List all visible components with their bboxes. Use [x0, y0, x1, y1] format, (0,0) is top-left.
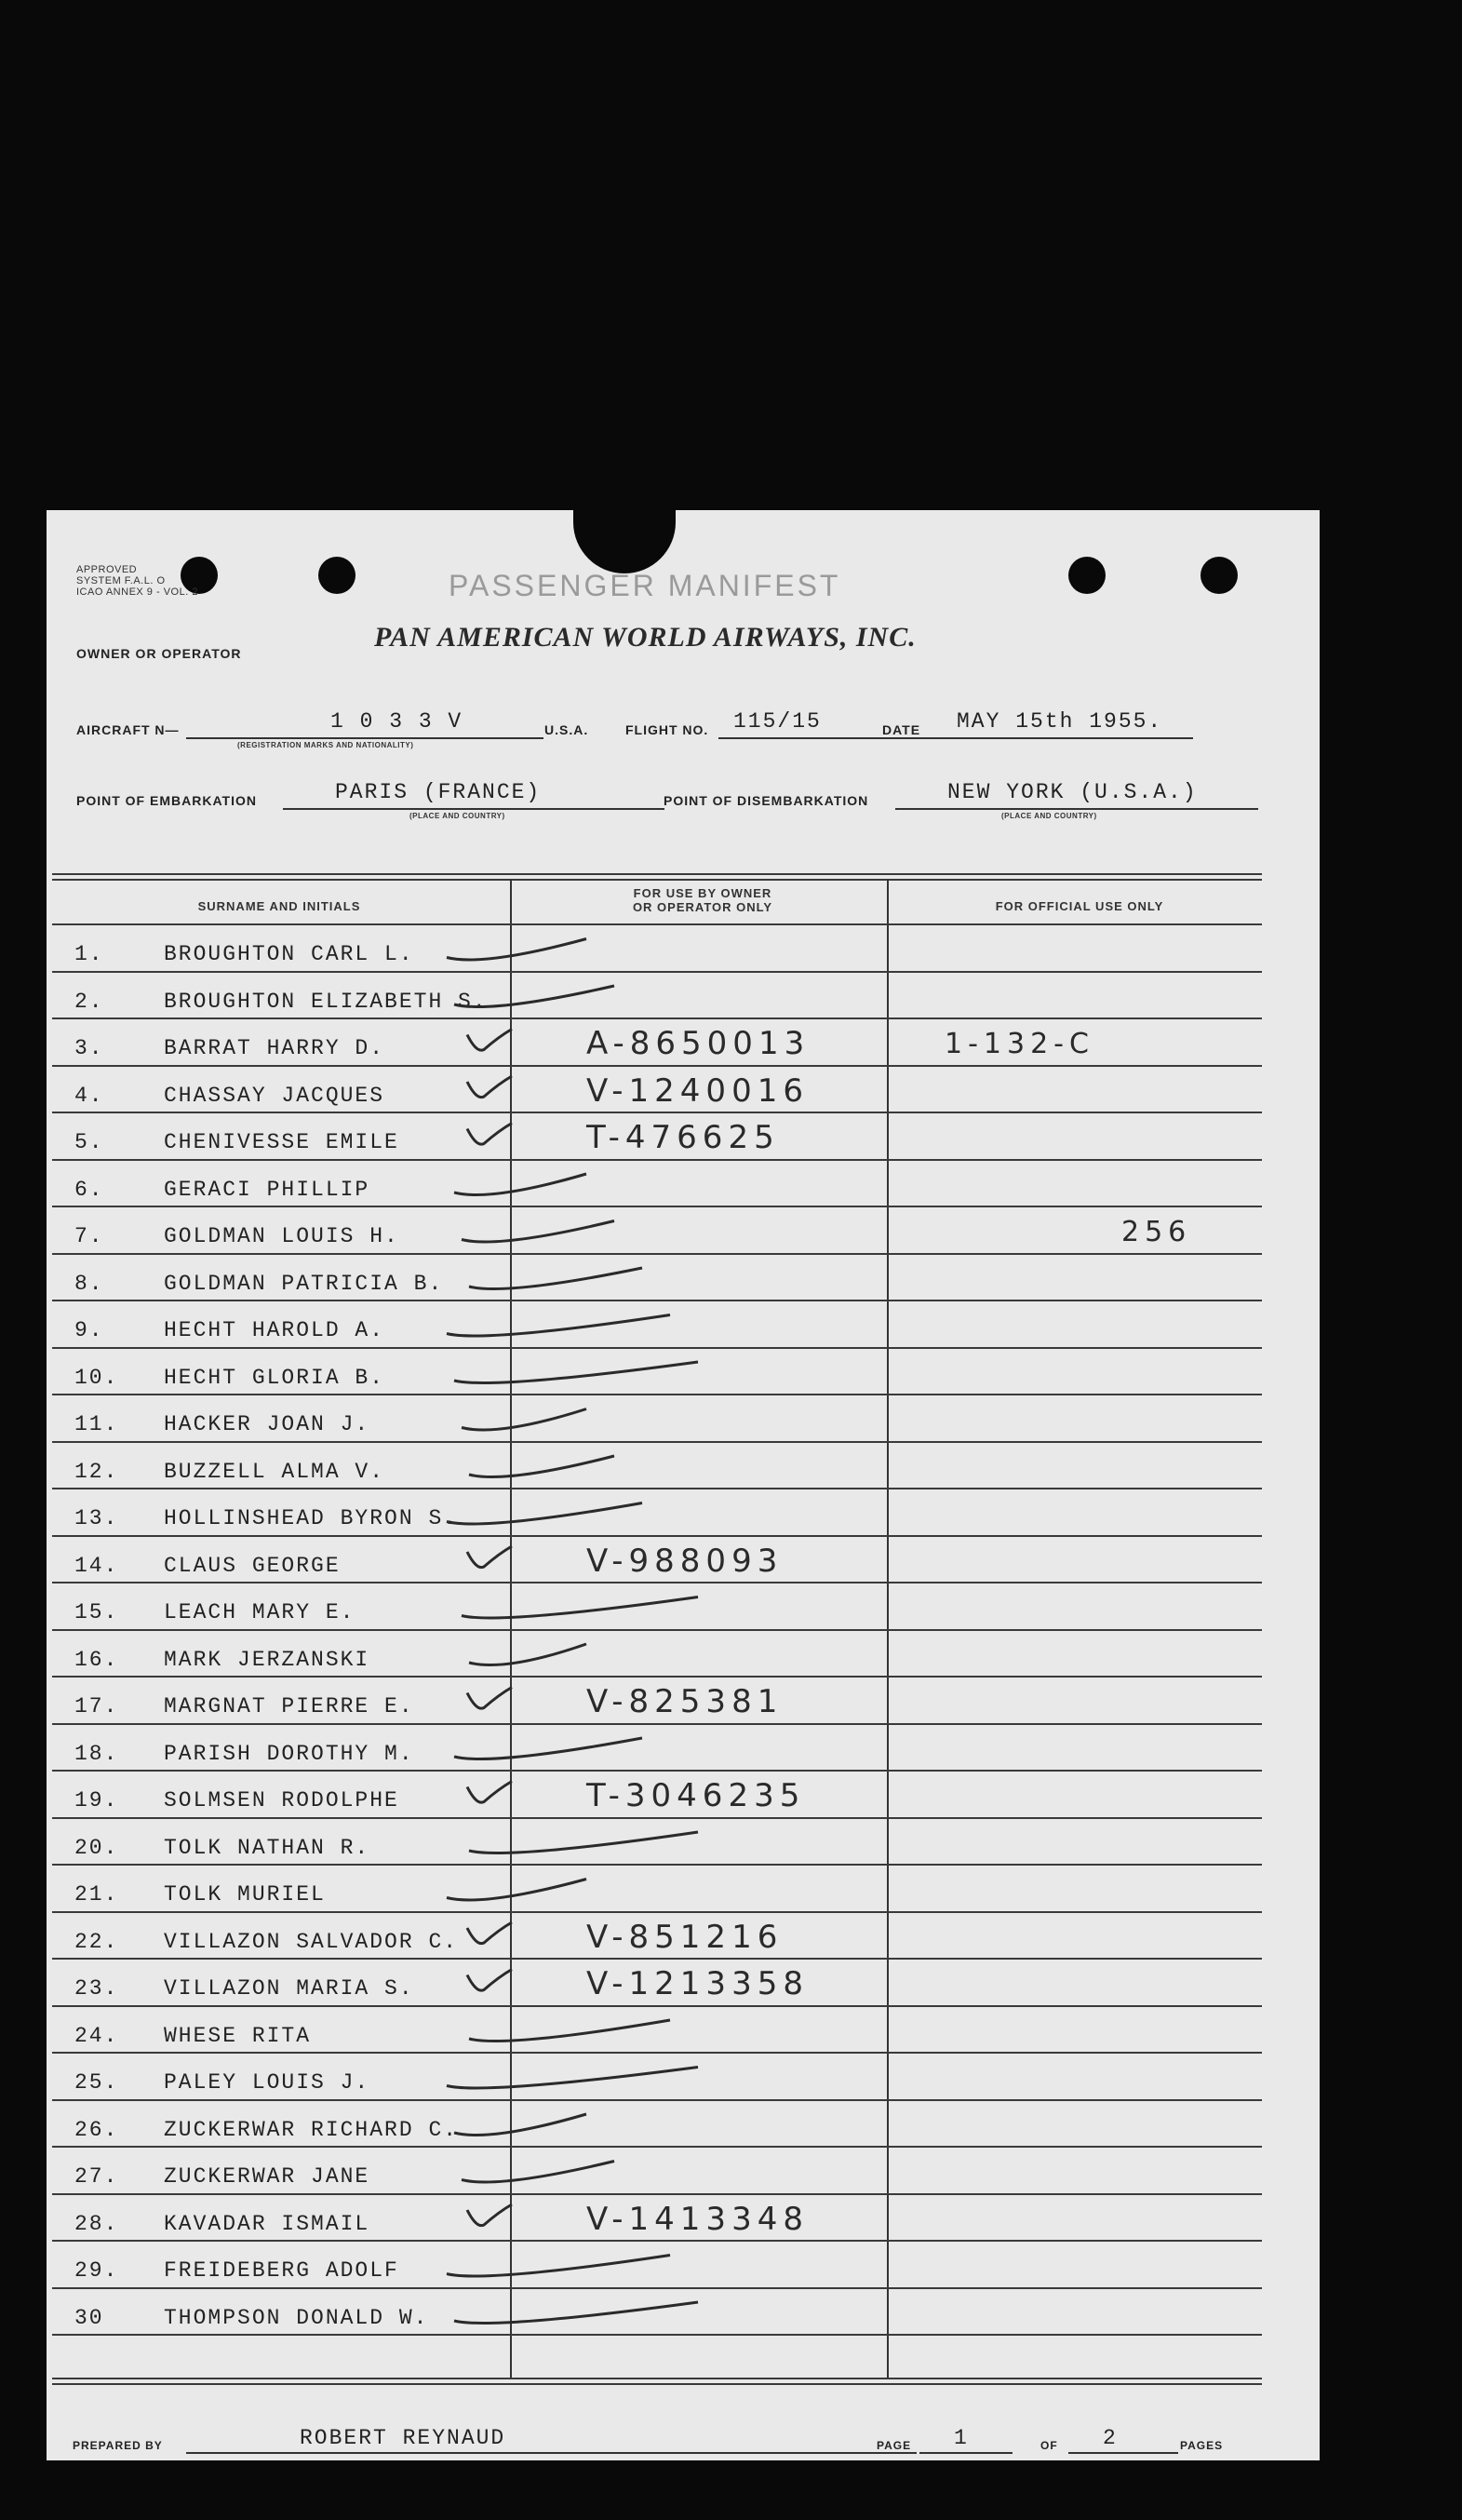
- pages-label: PAGES: [1180, 2439, 1224, 2452]
- column-header-names: SURNAME AND INITIALS: [197, 899, 361, 913]
- passenger-name: CLAUS GEORGE: [164, 1553, 341, 1578]
- passenger-name: KAVADAR ISMAIL: [164, 2211, 370, 2236]
- row-number: 11.: [74, 1412, 119, 1436]
- pen-stroke: [469, 1832, 698, 1853]
- passenger-name: TOLK MURIEL: [164, 1882, 326, 1907]
- pen-stroke: [462, 2162, 614, 2183]
- operator-entry: V-825381: [586, 1683, 784, 1720]
- handwritten-marks: [47, 510, 1320, 2460]
- page-value: 1: [954, 2426, 969, 2450]
- check-mark: [467, 1782, 512, 1803]
- check-mark: [467, 1688, 512, 1709]
- row-number: 14.: [74, 1553, 119, 1578]
- passenger-name: CHENIVESSE EMILE: [164, 1130, 399, 1154]
- row-number: 19.: [74, 1788, 119, 1813]
- row-number: 12.: [74, 1459, 119, 1484]
- row-number: 27.: [74, 2164, 119, 2189]
- operator-entry: V-1213358: [586, 1965, 809, 2002]
- passenger-name: PALEY LOUIS J.: [164, 2070, 370, 2095]
- embarkation-caption: (PLACE AND COUNTRY): [409, 812, 505, 820]
- page-label: PAGE: [877, 2439, 912, 2452]
- row-number: 9.: [74, 1318, 104, 1342]
- row-number: 7.: [74, 1224, 104, 1248]
- row-number: 21.: [74, 1882, 119, 1907]
- column-header-operator: FOR USE BY OWNER OR OPERATOR ONLY: [632, 886, 773, 914]
- passenger-name: VILLAZON MARIA S.: [164, 1976, 414, 2001]
- operator-entry: T-476625: [586, 1119, 780, 1156]
- check-mark: [467, 1076, 512, 1098]
- passenger-name: THOMPSON DONALD W.: [164, 2305, 429, 2330]
- pen-stroke: [462, 1409, 586, 1431]
- row-number: 4.: [74, 1083, 104, 1108]
- pen-stroke: [462, 1597, 698, 1619]
- date-label: DATE: [882, 722, 921, 737]
- column-header-official: FOR OFFICIAL USE ONLY: [995, 899, 1164, 913]
- passenger-name: BARRAT HARRY D.: [164, 1036, 385, 1060]
- nationality: U.S.A.: [544, 722, 589, 737]
- owner-label: OWNER OR OPERATOR: [76, 646, 242, 661]
- pen-stroke: [462, 1221, 614, 1243]
- aircraft-caption: (REGISTRATION MARKS AND NATIONALITY): [237, 741, 414, 749]
- passenger-name: TOLK NATHAN R.: [164, 1835, 370, 1860]
- passenger-name: WHESE RITA: [164, 2023, 312, 2048]
- row-number: 29.: [74, 2258, 119, 2283]
- passenger-name: SOLMSEN RODOLPHE: [164, 1788, 399, 1813]
- pen-stroke: [447, 2068, 698, 2089]
- row-number: 18.: [74, 1741, 119, 1766]
- date-value: MAY 15th 1955.: [957, 709, 1163, 734]
- row-number: 20.: [74, 1835, 119, 1860]
- official-entry: 1-132-C: [945, 1028, 1094, 1060]
- pen-stroke: [447, 1315, 670, 1337]
- passenger-name: BUZZELL ALMA V.: [164, 1459, 385, 1484]
- of-label: OF: [1040, 2439, 1058, 2452]
- official-entry: 256: [1121, 1216, 1192, 1248]
- passenger-name: CHASSAY JACQUES: [164, 1083, 385, 1108]
- row-number: 8.: [74, 1271, 104, 1296]
- check-mark: [467, 1970, 512, 1991]
- disembarkation-caption: (PLACE AND COUNTRY): [1001, 812, 1097, 820]
- passenger-name: MARGNAT PIERRE E.: [164, 1694, 414, 1718]
- row-number: 23.: [74, 1976, 119, 2001]
- passenger-name: GOLDMAN PATRICIA B.: [164, 1271, 444, 1296]
- passenger-name: HACKER JOAN J.: [164, 1412, 370, 1436]
- passenger-name: GERACI PHILLIP: [164, 1177, 370, 1202]
- aircraft-label: AIRCRAFT N—: [76, 722, 180, 737]
- pen-stroke: [469, 1644, 586, 1665]
- operator-name: PAN AMERICAN WORLD AIRWAYS, INC.: [374, 622, 917, 653]
- embarkation-value: PARIS (FRANCE): [335, 780, 542, 804]
- row-number: 1.: [74, 942, 104, 966]
- pen-stroke: [469, 1456, 614, 1477]
- row-number: 30: [74, 2305, 104, 2330]
- check-mark: [467, 1124, 512, 1145]
- passenger-name: HECHT HAROLD A.: [164, 1318, 385, 1342]
- row-number: 28.: [74, 2211, 119, 2236]
- prepared-by-value: ROBERT REYNAUD: [300, 2426, 506, 2450]
- row-number: 5.: [74, 1130, 104, 1154]
- row-number: 26.: [74, 2117, 119, 2142]
- disembarkation-label: POINT OF DISEMBARKATION: [664, 793, 869, 808]
- passenger-name: BROUGHTON ELIZABETH S.: [164, 989, 488, 1014]
- operator-entry: V-851216: [586, 1918, 784, 1956]
- passenger-name: MARK JERZANSKI: [164, 1647, 370, 1672]
- operator-entry: T-3046235: [586, 1777, 806, 1814]
- aircraft-value: 1 0 3 3 V: [330, 709, 463, 734]
- row-number: 25.: [74, 2070, 119, 2095]
- approval-line: ICAO ANNEX 9 - VOL. 2: [76, 586, 198, 598]
- passenger-name: LEACH MARY E.: [164, 1600, 355, 1624]
- pen-stroke: [447, 1880, 586, 1901]
- disembarkation-value: NEW YORK (U.S.A.): [947, 780, 1198, 804]
- passenger-name: FREIDEBERG ADOLF: [164, 2258, 399, 2283]
- passenger-name: VILLAZON SALVADOR C.: [164, 1929, 459, 1954]
- pen-stroke: [454, 2302, 698, 2324]
- passenger-name: ZUCKERWAR RICHARD C.: [164, 2117, 459, 2142]
- operator-entry: V-1413348: [586, 2200, 809, 2238]
- passenger-name: HOLLINSHEAD BYRON S.: [164, 1506, 459, 1530]
- pen-stroke: [447, 1503, 642, 1525]
- pen-stroke: [469, 2020, 670, 2042]
- approval-line: APPROVED: [76, 564, 138, 575]
- pen-stroke: [447, 2256, 670, 2277]
- check-mark: [467, 2204, 512, 2226]
- embarkation-label: POINT OF EMBARKATION: [76, 793, 257, 808]
- pen-stroke: [454, 2114, 586, 2136]
- pen-stroke: [447, 939, 586, 961]
- row-number: 15.: [74, 1600, 119, 1624]
- manifest-sheet: [47, 510, 1320, 2460]
- check-mark: [467, 1546, 512, 1568]
- row-number: 17.: [74, 1694, 119, 1718]
- row-number: 13.: [74, 1506, 119, 1530]
- pen-stroke: [454, 986, 614, 1007]
- check-mark: [467, 1922, 512, 1944]
- row-number: 3.: [74, 1036, 104, 1060]
- row-number: 22.: [74, 1929, 119, 1954]
- row-number: 24.: [74, 2023, 119, 2048]
- row-number: 16.: [74, 1647, 119, 1672]
- row-number: 6.: [74, 1177, 104, 1202]
- pen-stroke: [454, 1362, 698, 1383]
- operator-entry: V-988093: [586, 1542, 784, 1580]
- row-number: 2.: [74, 989, 104, 1014]
- passenger-name: BROUGHTON CARL L.: [164, 942, 414, 966]
- flight-label: FLIGHT NO.: [625, 722, 709, 737]
- pen-stroke: [454, 1738, 642, 1759]
- prepared-by-label: PREPARED BY: [73, 2439, 163, 2452]
- passenger-name: HECHT GLORIA B.: [164, 1365, 385, 1390]
- passenger-name: GOLDMAN LOUIS H.: [164, 1224, 399, 1248]
- row-number: 10.: [74, 1365, 119, 1390]
- pen-stroke: [469, 1268, 642, 1289]
- operator-entry: A-8650013: [586, 1025, 811, 1062]
- passenger-name: PARISH DOROTHY M.: [164, 1741, 414, 1766]
- flight-value: 115/15: [733, 709, 822, 734]
- operator-entry: V-1240016: [586, 1071, 809, 1110]
- pen-stroke: [454, 1174, 586, 1195]
- passenger-name: ZUCKERWAR JANE: [164, 2164, 370, 2189]
- check-mark: [467, 1030, 512, 1051]
- form-title: PASSENGER MANIFEST: [449, 569, 841, 602]
- of-value: 2: [1103, 2426, 1118, 2450]
- approval-line: SYSTEM F.A.L. O: [76, 575, 166, 586]
